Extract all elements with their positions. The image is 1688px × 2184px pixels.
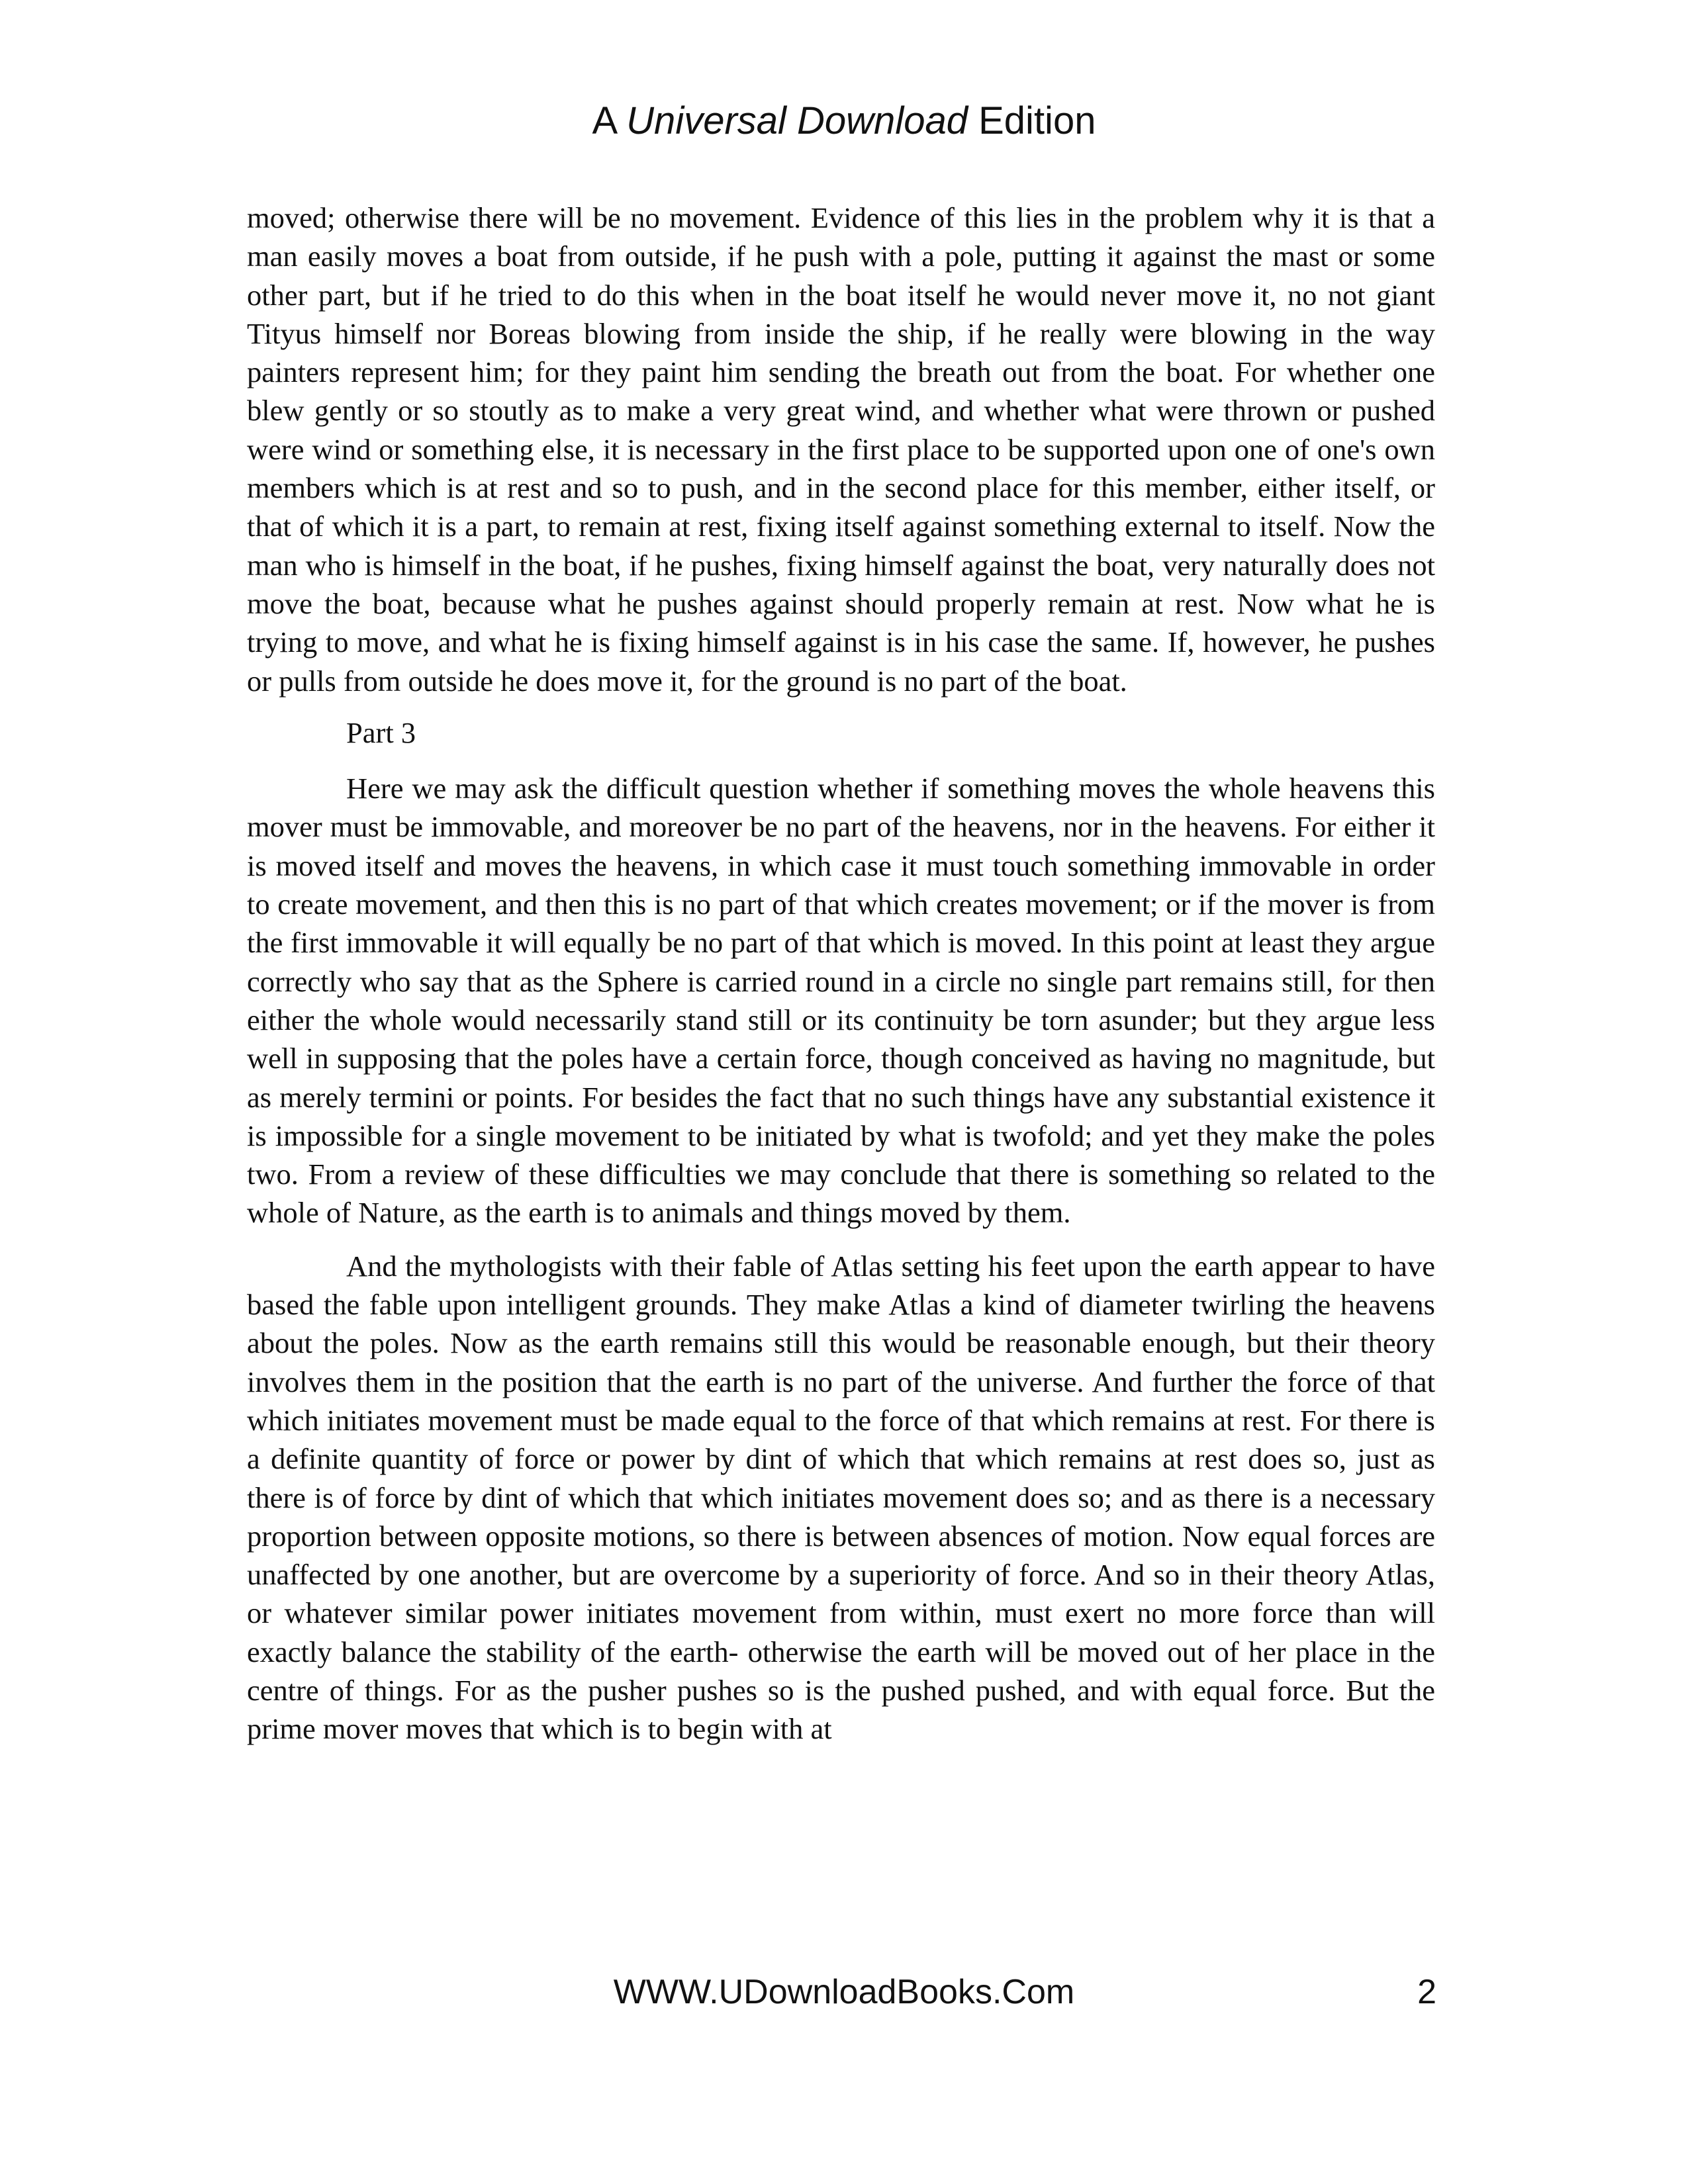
paragraph-continued: moved; otherwise there will be no movement. Evidence of this lies in the problem why it is that a man easily moves a boat from outside, if he push with a pole, putting it against the mast or some other part, but if he tried to do this when in the boat itself he would never move it, no not giant Tityus himself nor Boreas blowing from inside the ship, if he really were blowing in the way painters represent him; for they paint him sending the breath out from the boat. For whether one blew gently or so stoutly as to make a very great wind, and whether what were thrown or pushed were wind or something else, it is necessary in the first place to be supported upon one of one's own members which is at rest and so to push, and in the second place for this member, either itself, or that of which it is a part, to remain at rest, fixing itself against something external to itself. Now the man who is himself in the boat, if he pushes, fixing himself against the boat, very naturally does not move the boat, because what he pushes against should properly remain at rest. Now what he is trying to move, and what he is fixing himself against is in his case the same. If, however, he pushes or pulls from outside he does move it, for the ground is no part of the boat.	[247, 201, 1435, 698]
document-body	[247, 199, 1435, 1749]
page-number: 2	[1417, 1973, 1436, 2011]
page-footer	[0, 1969, 1688, 2015]
page-header	[0, 98, 1688, 144]
paragraph: And the mythologists with their fable of Atlas setting his feet upon the earth appear to have based the fable upon intelligent grounds. They make Atlas a kind of diameter twirling the heavens about the poles. Now as the earth remains still this would be reasonable enough, but their theory involves them in the position that the earth is no part of the universe. And further the force of that which initiates movement must be made equal to the force of that which remains at rest. For there is a definite quantity of force or power by dint of which that which remains at rest does so, just as there is of force by dint of which that which initiates movement does so; and as there is a necessary proportion between opposite motions, so there is between absences of motion. Now equal forces are unaffected by one another, but are overcome by a superiority of force. And so in their theory Atlas, or whatever similar power initiates movement from within, must exert no more force than will exactly balance the stability of the earth- otherwise the earth will be moved out of her place in the centre of things. For as the pusher pushes so is the pushed pushed, and with equal force. But the prime mover moves that which is to begin with at	[247, 1249, 1435, 1746]
header-title: Universal Download	[626, 99, 968, 142]
section-heading: Part 3	[346, 715, 416, 749]
footer-url: WWW.UDownloadBooks.Com	[613, 1973, 1075, 2011]
header-prefix: A	[592, 99, 616, 142]
paragraph: Here we may ask the difficult question whether if something moves the whole heavens this mover must be immovable, and moreover be no part of the heavens, nor in the heavens. For either it is moved itself and moves the heavens, in which case it must touch something immovable in order to create movement, and then this is no part of that which creates movement; or if the mover is from the first immovable it will equally be no part of that which is moved. In this point at least they argue correctly who say that as the Sphere is carried round in a circle no single part remains still, for then either the whole would necessarily stand still or its continuity be torn asunder; but they argue less well in supposing that the poles have a certain force, though conceived as having no magnitude, but as merely termini or points. For besides the fact that no such things have any substantial existence it is impossible for a single movement to be initiated by what is twofold; and yet they make the poles two. From a review of these difficulties we may conclude that there is something so related to the whole of Nature, as the earth is to animals and things moved by them.	[247, 772, 1435, 1230]
header-suffix: Edition	[978, 99, 1096, 142]
